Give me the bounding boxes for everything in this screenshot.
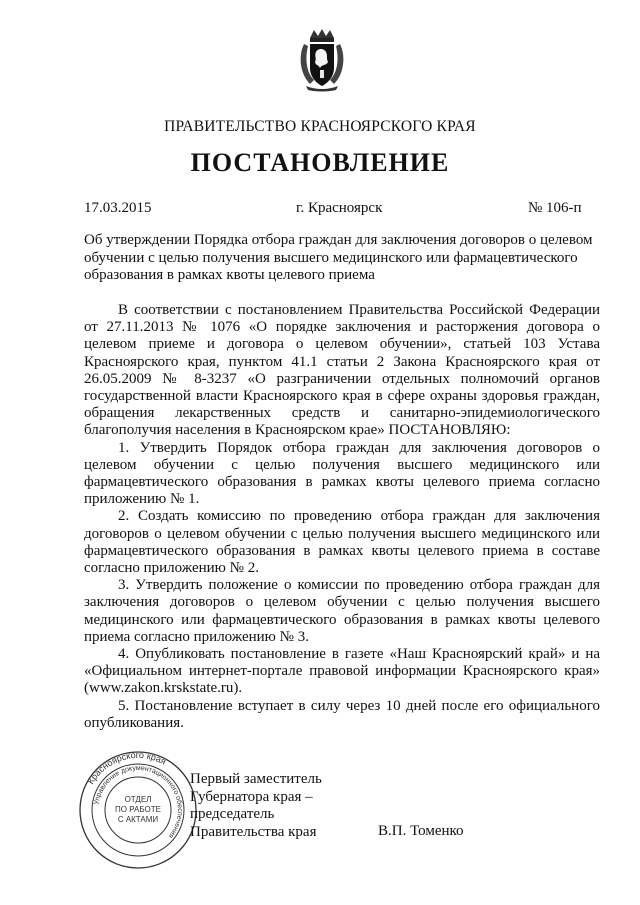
stamp-middle-text: Управление документационного обеспечения	[93, 764, 184, 840]
signatory-position-line: Первый заместитель	[190, 771, 322, 787]
document-city: г. Красноярск	[296, 200, 383, 216]
signatory-name: В.П. Томенко	[378, 823, 464, 839]
government-name: ПРАВИТЕЛЬСТВО КРАСНОЯРСКОГО КРАЯ	[164, 118, 476, 135]
official-stamp	[76, 748, 200, 872]
preamble-paragraph: В соответствии с постановлением Правительства Российской Федерации от 27.11.2013 № 1076 «О порядке заключения и расторжения договора о целевом приеме и договора о целевом обучении», статьей 103 Устава Красноярского края, пунктом 41.1 статьи 2 Закона Красноярского края от 26.05.2009 № 8-3237 «О разграничении отдельных полномочий органов государственной власти Красноярского края в сфере охраны здоровья граждан, обращения лекарственных средств и санитарно-эпидемиологического благополучия населения в Красноярском крае» ПОСТАНОВЛЯЮ:	[84, 302, 600, 439]
item-paragraph: 2. Создать комиссию по проведению отбора граждан для заключения договоров о целевом обучении с целью получения высшего медицинского или фармацевтического образования в рамках квоты целевого приема в составе согласно приложению № 2.	[84, 508, 600, 577]
document-date: 17.03.2015	[84, 200, 152, 216]
document-type-title: ПОСТАНОВЛЕНИЕ	[190, 148, 450, 177]
stamp-center-line: ОТДЕЛ	[124, 795, 152, 804]
stamp-center-line: ПО РАБОТЕ	[115, 805, 161, 814]
document-body	[84, 302, 600, 732]
item-paragraph: 3. Утвердить положение о комиссии по проведению отбора граждан для заключения договоров о целевом обучении с целью получения высшего медицинского или фармацевтического образования в рамках квоты целевого приема согласно приложению № 3.	[84, 577, 600, 645]
signatory-position-line: Правительства края	[190, 823, 317, 840]
signatory-position-line: председатель	[190, 806, 275, 822]
signatory-position-line: Губернатора края –	[190, 788, 313, 805]
signatory-position	[190, 771, 322, 841]
document-number: № 106-п	[528, 200, 582, 216]
coat-of-arms-icon	[296, 28, 348, 92]
item-paragraph: 1. Утвердить Порядок отбора граждан для заключения договоров о целевом обучении с целью получения высшего медицинского или фармацевтического образования в рамках квоты целевого приема согласно приложению № 1.	[84, 439, 600, 508]
stamp-center-line: С АКТАМИ	[117, 815, 159, 824]
item-paragraph: 5. Постановление вступает в силу через 10 дней после его официального опубликования.	[84, 697, 600, 731]
document-subject: Об утверждении Порядка отбора граждан для заключения договоров о целевом обучении с целью получения высшего медицинского или фармацевтического образования в рамках квоты целевого приема	[84, 232, 593, 283]
stamp-outer-text: Красноярского края	[85, 749, 168, 786]
item-paragraph: 4. Опубликовать постановление в газете «Наш Красноярский край» и на «Официальном интернет-портале правовой информации Красноярского края» (www.zakon.krskstate.ru).	[84, 646, 600, 697]
